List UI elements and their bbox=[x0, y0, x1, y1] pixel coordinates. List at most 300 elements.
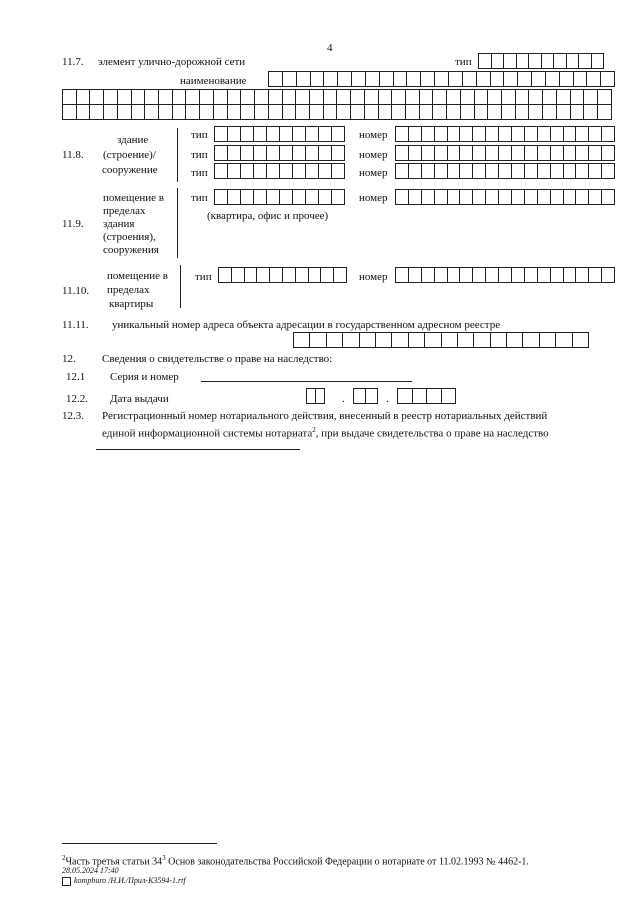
input-cell[interactable] bbox=[283, 267, 296, 283]
input-cell[interactable] bbox=[332, 126, 345, 142]
input-cell[interactable] bbox=[310, 104, 324, 120]
input-cell[interactable] bbox=[214, 145, 228, 161]
input-cell[interactable] bbox=[360, 332, 376, 348]
input-cell[interactable] bbox=[311, 71, 325, 87]
input-cell[interactable] bbox=[422, 163, 435, 179]
input-cell[interactable] bbox=[589, 126, 602, 142]
input-cell[interactable] bbox=[601, 71, 615, 87]
input-cell[interactable] bbox=[118, 104, 132, 120]
input-cell[interactable] bbox=[409, 145, 422, 161]
input-cell[interactable] bbox=[228, 89, 242, 105]
input-cell[interactable] bbox=[448, 145, 461, 161]
input-cell[interactable] bbox=[551, 126, 564, 142]
input-cell[interactable] bbox=[460, 267, 473, 283]
input-cell[interactable] bbox=[435, 189, 448, 205]
input-cell[interactable] bbox=[269, 104, 283, 120]
notarial-action-text-line2: единой информационной системы нотариата$^2$, при выдаче свидетельства о праве на наследство bbox=[102, 426, 549, 440]
input-cell[interactable] bbox=[214, 163, 228, 179]
input-cell[interactable] bbox=[525, 189, 538, 205]
input-cell[interactable] bbox=[499, 267, 512, 283]
input-cell[interactable] bbox=[324, 104, 338, 120]
input-cell[interactable] bbox=[343, 332, 359, 348]
input-cell[interactable] bbox=[554, 53, 567, 69]
input-cell[interactable] bbox=[499, 189, 512, 205]
input-cell[interactable] bbox=[296, 267, 309, 283]
input-cell[interactable] bbox=[543, 104, 557, 120]
input-cell[interactable] bbox=[280, 163, 293, 179]
input-cell[interactable] bbox=[435, 163, 448, 179]
input-cell[interactable] bbox=[473, 267, 486, 283]
input-cell[interactable] bbox=[448, 126, 461, 142]
input-cell[interactable] bbox=[602, 267, 615, 283]
input-cell[interactable] bbox=[232, 267, 245, 283]
input-cell[interactable] bbox=[255, 104, 269, 120]
input-cell[interactable] bbox=[283, 71, 297, 87]
page-number: 4 bbox=[327, 42, 333, 54]
input-cell[interactable] bbox=[316, 388, 325, 404]
input-cell[interactable] bbox=[306, 145, 319, 161]
input-cell[interactable] bbox=[379, 89, 393, 105]
input-cell[interactable] bbox=[241, 89, 255, 105]
input-cell[interactable] bbox=[145, 89, 159, 105]
input-cell[interactable] bbox=[267, 126, 280, 142]
input-cell[interactable] bbox=[420, 89, 434, 105]
input-cell[interactable] bbox=[542, 53, 555, 69]
input-cell[interactable] bbox=[557, 89, 571, 105]
input-cell[interactable] bbox=[507, 332, 523, 348]
input-cell[interactable] bbox=[319, 145, 332, 161]
input-cell[interactable] bbox=[293, 145, 306, 161]
input-cell[interactable] bbox=[327, 332, 343, 348]
input-cell[interactable] bbox=[395, 189, 409, 205]
input-cell[interactable] bbox=[504, 53, 517, 69]
input-cell[interactable] bbox=[241, 163, 254, 179]
input-cell[interactable] bbox=[255, 89, 269, 105]
input-cell[interactable] bbox=[576, 145, 589, 161]
input-cell[interactable] bbox=[551, 145, 564, 161]
section-12-1-number: 12.1 bbox=[66, 371, 86, 383]
input-cell[interactable] bbox=[392, 332, 408, 348]
input-cell[interactable] bbox=[254, 163, 267, 179]
input-cell[interactable] bbox=[425, 332, 441, 348]
apartment-type-cells[interactable] bbox=[218, 267, 347, 283]
input-cell[interactable] bbox=[602, 126, 615, 142]
input-cell[interactable] bbox=[486, 126, 499, 142]
input-cell[interactable] bbox=[269, 89, 283, 105]
input-cell[interactable] bbox=[589, 163, 602, 179]
unique-address-number-cells[interactable] bbox=[293, 332, 589, 348]
input-cell[interactable] bbox=[502, 89, 516, 105]
input-cell[interactable] bbox=[319, 163, 332, 179]
input-cell[interactable] bbox=[504, 71, 518, 87]
input-cell[interactable] bbox=[395, 126, 409, 142]
input-cell[interactable] bbox=[254, 145, 267, 161]
input-cell[interactable] bbox=[293, 189, 306, 205]
input-cell[interactable] bbox=[351, 89, 365, 105]
input-cell[interactable] bbox=[460, 145, 473, 161]
input-cell[interactable] bbox=[241, 104, 255, 120]
building-number-cells-2[interactable] bbox=[395, 145, 615, 161]
input-cell[interactable] bbox=[573, 332, 589, 348]
input-cell[interactable] bbox=[241, 189, 254, 205]
input-cell[interactable] bbox=[77, 89, 91, 105]
input-cell[interactable] bbox=[395, 163, 409, 179]
input-cell[interactable] bbox=[486, 189, 499, 205]
input-cell[interactable] bbox=[296, 89, 310, 105]
input-cell[interactable] bbox=[518, 71, 532, 87]
input-cell[interactable] bbox=[267, 163, 280, 179]
input-cell[interactable] bbox=[564, 145, 577, 161]
input-cell[interactable] bbox=[257, 267, 270, 283]
input-cell[interactable] bbox=[62, 104, 77, 120]
input-cell[interactable] bbox=[602, 145, 615, 161]
input-cell[interactable] bbox=[132, 104, 146, 120]
input-cell[interactable] bbox=[567, 53, 580, 69]
input-cell[interactable] bbox=[280, 145, 293, 161]
input-cell[interactable] bbox=[337, 104, 351, 120]
input-cell[interactable] bbox=[543, 89, 557, 105]
input-cell[interactable] bbox=[379, 104, 393, 120]
input-cell[interactable] bbox=[529, 89, 543, 105]
input-cell[interactable] bbox=[560, 71, 574, 87]
input-cell[interactable] bbox=[268, 71, 283, 87]
input-cell[interactable] bbox=[556, 332, 572, 348]
input-cell[interactable] bbox=[571, 89, 585, 105]
input-cell[interactable] bbox=[159, 104, 173, 120]
input-cell[interactable] bbox=[447, 104, 461, 120]
input-cell[interactable] bbox=[447, 89, 461, 105]
input-cell[interactable] bbox=[293, 332, 310, 348]
input-cell[interactable] bbox=[214, 189, 228, 205]
input-cell[interactable] bbox=[332, 189, 345, 205]
input-cell[interactable] bbox=[502, 104, 516, 120]
input-cell[interactable] bbox=[228, 104, 242, 120]
input-cell[interactable] bbox=[584, 89, 598, 105]
input-cell[interactable] bbox=[579, 53, 592, 69]
input-cell[interactable] bbox=[491, 332, 507, 348]
input-cell[interactable] bbox=[214, 126, 228, 142]
input-cell[interactable] bbox=[319, 126, 332, 142]
input-cell[interactable] bbox=[319, 189, 332, 205]
input-cell[interactable] bbox=[392, 89, 406, 105]
input-cell[interactable] bbox=[365, 89, 379, 105]
input-cell[interactable] bbox=[598, 89, 612, 105]
input-cell[interactable] bbox=[62, 89, 77, 105]
input-cell[interactable] bbox=[516, 89, 530, 105]
input-cell[interactable] bbox=[283, 104, 297, 120]
input-cell[interactable] bbox=[118, 89, 132, 105]
input-cell[interactable] bbox=[589, 267, 602, 283]
input-cell[interactable] bbox=[366, 388, 378, 404]
input-cell[interactable] bbox=[409, 332, 425, 348]
input-cell[interactable] bbox=[296, 104, 310, 120]
premises-type-cells[interactable] bbox=[214, 189, 345, 205]
input-cell[interactable] bbox=[525, 267, 538, 283]
input-cell[interactable] bbox=[486, 145, 499, 161]
input-cell[interactable] bbox=[270, 267, 283, 283]
input-cell[interactable] bbox=[306, 388, 316, 404]
input-cell[interactable] bbox=[598, 104, 612, 120]
input-cell[interactable] bbox=[589, 145, 602, 161]
input-cell[interactable] bbox=[214, 104, 228, 120]
input-cell[interactable] bbox=[104, 89, 118, 105]
apartment-number-cells[interactable] bbox=[395, 267, 615, 283]
input-cell[interactable] bbox=[324, 71, 338, 87]
input-cell[interactable] bbox=[488, 89, 502, 105]
input-cell[interactable] bbox=[523, 332, 539, 348]
input-cell[interactable] bbox=[332, 163, 345, 179]
input-cell[interactable] bbox=[460, 189, 473, 205]
input-cell[interactable] bbox=[540, 332, 556, 348]
input-cell[interactable] bbox=[293, 163, 306, 179]
issue-year-cells[interactable] bbox=[397, 388, 456, 404]
input-cell[interactable] bbox=[435, 145, 448, 161]
building-type-cells-3[interactable] bbox=[214, 163, 345, 179]
input-cell[interactable] bbox=[478, 53, 492, 69]
input-cell[interactable] bbox=[486, 163, 499, 179]
input-cell[interactable] bbox=[413, 388, 428, 404]
input-cell[interactable] bbox=[280, 189, 293, 205]
input-cell[interactable] bbox=[421, 71, 435, 87]
input-cell[interactable] bbox=[576, 267, 589, 283]
input-cell[interactable] bbox=[214, 89, 228, 105]
road-element-name-cells-row2[interactable] bbox=[62, 89, 612, 105]
input-cell[interactable] bbox=[589, 189, 602, 205]
input-cell[interactable] bbox=[492, 53, 505, 69]
input-cell[interactable] bbox=[186, 104, 200, 120]
input-cell[interactable] bbox=[321, 267, 334, 283]
input-cell[interactable] bbox=[306, 189, 319, 205]
input-cell[interactable] bbox=[525, 145, 538, 161]
input-cell[interactable] bbox=[499, 163, 512, 179]
input-cell[interactable] bbox=[574, 71, 588, 87]
input-cell[interactable] bbox=[461, 89, 475, 105]
input-cell[interactable] bbox=[406, 89, 420, 105]
input-cell[interactable] bbox=[186, 89, 200, 105]
input-cell[interactable] bbox=[406, 104, 420, 120]
input-cell[interactable] bbox=[395, 145, 409, 161]
input-cell[interactable] bbox=[334, 267, 347, 283]
input-cell[interactable] bbox=[525, 163, 538, 179]
input-cell[interactable] bbox=[397, 388, 413, 404]
input-cell[interactable] bbox=[293, 126, 306, 142]
input-cell[interactable] bbox=[525, 126, 538, 142]
input-cell[interactable] bbox=[324, 89, 338, 105]
input-cell[interactable] bbox=[546, 71, 560, 87]
input-cell[interactable] bbox=[475, 89, 489, 105]
input-cell[interactable] bbox=[442, 388, 457, 404]
input-cell[interactable] bbox=[564, 163, 577, 179]
road-element-name-cells-row3[interactable] bbox=[62, 104, 612, 120]
input-cell[interactable] bbox=[538, 189, 551, 205]
building-type-cells-1[interactable] bbox=[214, 126, 345, 142]
input-cell[interactable] bbox=[576, 163, 589, 179]
input-cell[interactable] bbox=[435, 126, 448, 142]
notarial-action-line[interactable] bbox=[96, 449, 300, 450]
input-cell[interactable] bbox=[228, 163, 241, 179]
input-cell[interactable] bbox=[532, 71, 546, 87]
input-cell[interactable] bbox=[228, 126, 241, 142]
input-cell[interactable] bbox=[309, 267, 322, 283]
input-cell[interactable] bbox=[145, 104, 159, 120]
input-cell[interactable] bbox=[267, 189, 280, 205]
input-cell[interactable] bbox=[422, 145, 435, 161]
input-cell[interactable] bbox=[499, 126, 512, 142]
input-cell[interactable] bbox=[200, 104, 214, 120]
input-cell[interactable] bbox=[473, 126, 486, 142]
input-cell[interactable] bbox=[461, 104, 475, 120]
input-cell[interactable] bbox=[551, 189, 564, 205]
input-cell[interactable] bbox=[576, 189, 589, 205]
building-type-cells-2[interactable] bbox=[214, 145, 345, 161]
input-cell[interactable] bbox=[395, 267, 409, 283]
input-cell[interactable] bbox=[338, 71, 352, 87]
input-cell[interactable] bbox=[529, 53, 542, 69]
input-cell[interactable] bbox=[576, 126, 589, 142]
input-cell[interactable] bbox=[310, 89, 324, 105]
input-cell[interactable] bbox=[90, 89, 104, 105]
input-cell[interactable] bbox=[409, 189, 422, 205]
input-cell[interactable] bbox=[407, 71, 421, 87]
input-cell[interactable] bbox=[557, 104, 571, 120]
footer-file: kompburo /Н.И./Прил-К3594-1.rtf bbox=[62, 874, 186, 888]
input-cell[interactable] bbox=[564, 189, 577, 205]
input-cell[interactable] bbox=[337, 89, 351, 105]
input-cell[interactable] bbox=[283, 89, 297, 105]
input-cell[interactable] bbox=[473, 189, 486, 205]
input-cell[interactable] bbox=[564, 126, 577, 142]
input-cell[interactable] bbox=[365, 104, 379, 120]
input-cell[interactable] bbox=[159, 89, 173, 105]
input-cell[interactable] bbox=[352, 71, 366, 87]
input-cell[interactable] bbox=[297, 71, 311, 87]
input-cell[interactable] bbox=[200, 89, 214, 105]
issue-month-cells[interactable] bbox=[353, 388, 378, 404]
input-cell[interactable] bbox=[449, 71, 463, 87]
input-cell[interactable] bbox=[516, 104, 530, 120]
input-cell[interactable] bbox=[517, 53, 530, 69]
input-cell[interactable] bbox=[394, 71, 408, 87]
input-cell[interactable] bbox=[477, 71, 491, 87]
input-cell[interactable] bbox=[241, 145, 254, 161]
building-number-cells-3[interactable] bbox=[395, 163, 615, 179]
input-cell[interactable] bbox=[538, 145, 551, 161]
input-cell[interactable] bbox=[77, 104, 91, 120]
input-cell[interactable] bbox=[584, 104, 598, 120]
input-cell[interactable] bbox=[173, 104, 187, 120]
input-cell[interactable] bbox=[392, 104, 406, 120]
input-cell[interactable] bbox=[551, 163, 564, 179]
input-cell[interactable] bbox=[433, 89, 447, 105]
input-cell[interactable] bbox=[427, 388, 442, 404]
input-cell[interactable] bbox=[310, 332, 326, 348]
input-cell[interactable] bbox=[448, 163, 461, 179]
input-cell[interactable] bbox=[280, 126, 293, 142]
series-number-line[interactable] bbox=[201, 381, 412, 382]
input-cell[interactable] bbox=[529, 104, 543, 120]
input-cell[interactable] bbox=[564, 267, 577, 283]
input-cell[interactable] bbox=[420, 104, 434, 120]
input-cell[interactable] bbox=[409, 163, 422, 179]
input-cell[interactable] bbox=[587, 71, 601, 87]
input-cell[interactable] bbox=[463, 71, 477, 87]
input-cell[interactable] bbox=[332, 145, 345, 161]
input-cell[interactable] bbox=[460, 126, 473, 142]
input-cell[interactable] bbox=[602, 189, 615, 205]
input-cell[interactable] bbox=[353, 388, 366, 404]
input-cell[interactable] bbox=[474, 332, 490, 348]
input-cell[interactable] bbox=[538, 126, 551, 142]
input-cell[interactable] bbox=[512, 163, 525, 179]
input-cell[interactable] bbox=[267, 145, 280, 161]
input-cell[interactable] bbox=[351, 104, 365, 120]
input-cell[interactable] bbox=[433, 104, 447, 120]
input-cell[interactable] bbox=[254, 189, 267, 205]
input-cell[interactable] bbox=[571, 104, 585, 120]
input-cell[interactable] bbox=[488, 104, 502, 120]
input-cell[interactable] bbox=[602, 163, 615, 179]
input-cell[interactable] bbox=[132, 89, 146, 105]
input-cell[interactable] bbox=[538, 163, 551, 179]
input-cell[interactable] bbox=[551, 267, 564, 283]
input-cell[interactable] bbox=[512, 267, 525, 283]
input-cell[interactable] bbox=[435, 71, 449, 87]
input-cell[interactable] bbox=[475, 104, 489, 120]
input-cell[interactable] bbox=[448, 267, 461, 283]
input-cell[interactable] bbox=[592, 53, 605, 69]
input-cell[interactable] bbox=[422, 189, 435, 205]
input-cell[interactable] bbox=[458, 332, 474, 348]
input-cell[interactable] bbox=[473, 145, 486, 161]
input-cell[interactable] bbox=[245, 267, 258, 283]
road-element-type-cells[interactable] bbox=[478, 53, 604, 69]
issue-day-cells[interactable] bbox=[306, 388, 325, 404]
input-cell[interactable] bbox=[306, 126, 319, 142]
input-cell[interactable] bbox=[218, 267, 232, 283]
input-cell[interactable] bbox=[491, 71, 505, 87]
input-cell[interactable] bbox=[422, 126, 435, 142]
input-cell[interactable] bbox=[241, 126, 254, 142]
input-cell[interactable] bbox=[512, 126, 525, 142]
input-cell[interactable] bbox=[306, 163, 319, 179]
input-cell[interactable] bbox=[460, 163, 473, 179]
premises-number-cells[interactable] bbox=[395, 189, 615, 205]
input-cell[interactable] bbox=[486, 267, 499, 283]
input-cell[interactable] bbox=[538, 267, 551, 283]
input-cell[interactable] bbox=[366, 71, 380, 87]
input-cell[interactable] bbox=[409, 126, 422, 142]
input-cell[interactable] bbox=[422, 267, 435, 283]
input-cell[interactable] bbox=[448, 189, 461, 205]
input-cell[interactable] bbox=[380, 71, 394, 87]
input-cell[interactable] bbox=[173, 89, 187, 105]
input-cell[interactable] bbox=[254, 126, 267, 142]
input-cell[interactable] bbox=[104, 104, 118, 120]
road-element-name-cells-row1[interactable] bbox=[268, 71, 615, 87]
input-cell[interactable] bbox=[376, 332, 392, 348]
input-cell[interactable] bbox=[473, 163, 486, 179]
input-cell[interactable] bbox=[228, 145, 241, 161]
input-cell[interactable] bbox=[409, 267, 422, 283]
building-number-cells-1[interactable] bbox=[395, 126, 615, 142]
input-cell[interactable] bbox=[435, 267, 448, 283]
input-cell[interactable] bbox=[90, 104, 104, 120]
input-cell[interactable] bbox=[512, 189, 525, 205]
input-cell[interactable] bbox=[512, 145, 525, 161]
input-cell[interactable] bbox=[499, 145, 512, 161]
input-cell[interactable] bbox=[442, 332, 458, 348]
input-cell[interactable] bbox=[228, 189, 241, 205]
